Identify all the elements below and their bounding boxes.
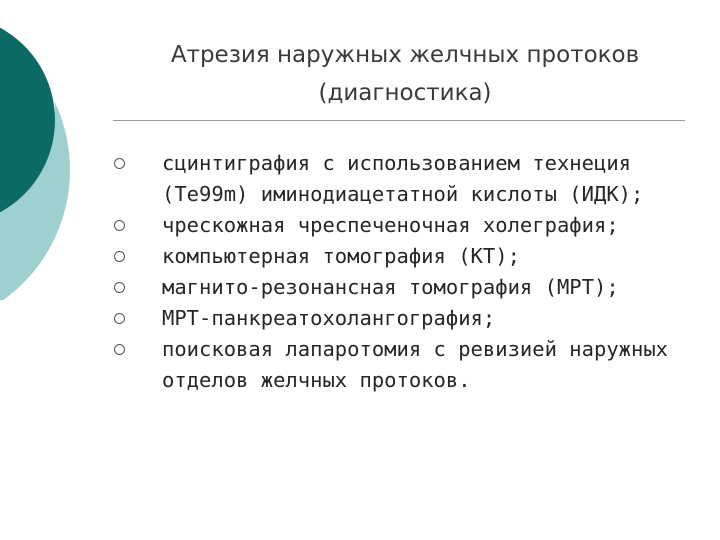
title-divider — [113, 120, 685, 121]
decorative-circles — [0, 0, 110, 300]
circle-outline-icon — [114, 344, 125, 355]
list-item — [112, 210, 692, 241]
list-item-text: поисковая лапаротомия с ревизией наружных отделов желчных протоков. — [162, 337, 669, 392]
list-item-text: чрескожная чреспеченочная холеграфия; — [162, 213, 619, 237]
circle-outline-icon — [114, 251, 125, 262]
list-item-text: магнито-резонансная томография (МРТ); — [162, 275, 619, 299]
circle-outline-icon — [114, 158, 125, 169]
list-item-text: компьютерная томография (КТ); — [162, 244, 520, 268]
list-item-text: сцинтиграфия с использованием технеция (Те99m) иминодиацетатной кислоты (ИДК); — [162, 151, 644, 206]
list-item — [112, 241, 692, 272]
list-item — [112, 303, 692, 334]
title-line-2: (диагностика) — [318, 80, 492, 106]
circle-outline-icon — [114, 220, 125, 231]
list-item-text: МРТ-панкреатохолангография; — [162, 306, 496, 330]
list-item — [112, 148, 692, 210]
circle-outline-icon — [114, 282, 125, 293]
bullet-list — [112, 148, 692, 396]
title-line-1: Атрезия наружных желчных протоков — [170, 42, 640, 68]
circle-outline-icon — [114, 313, 125, 324]
slide-title — [110, 36, 700, 112]
list-item — [112, 334, 692, 396]
list-item — [112, 272, 692, 303]
